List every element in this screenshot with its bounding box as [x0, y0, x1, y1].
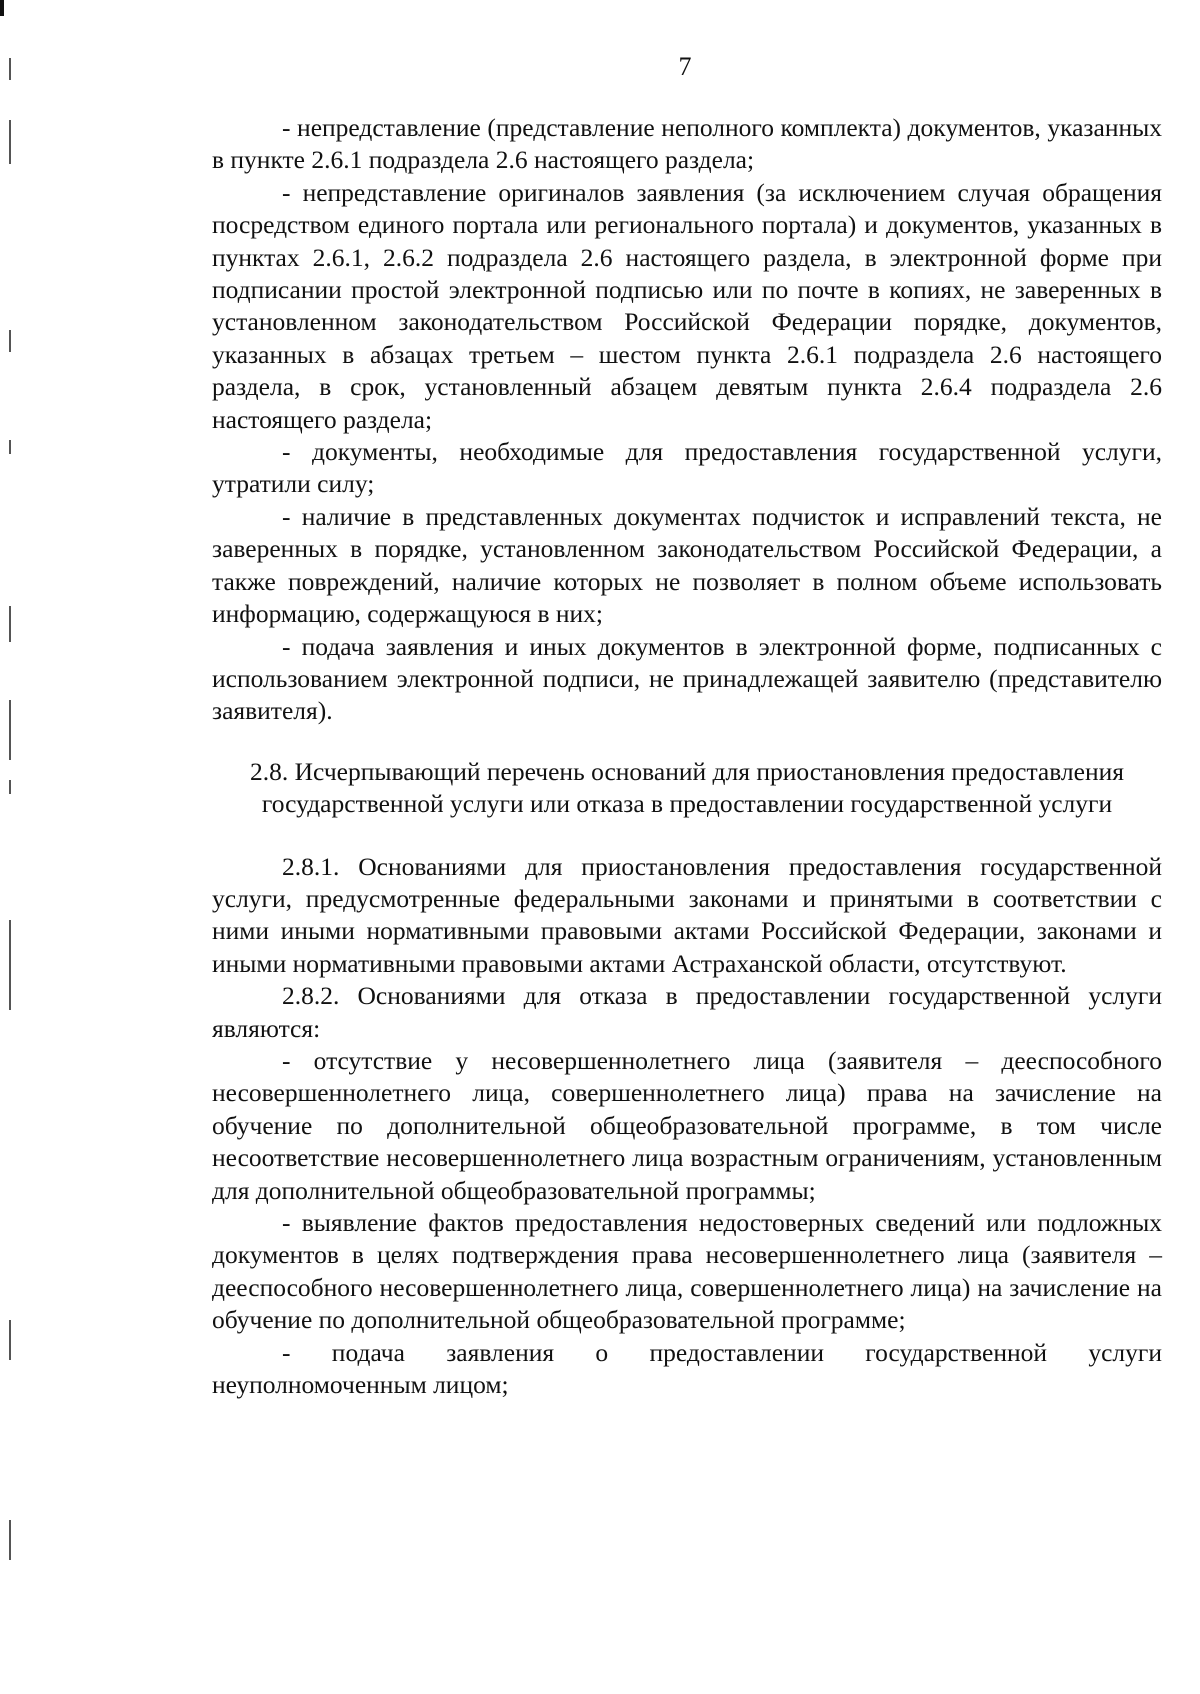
- scan-edge-line: [9, 606, 11, 642]
- paragraph: - подача заявления и иных документов в электронной форме, подписанных с использованием электронной подписи, не принадлежащей заявителю (представителю заявителя).: [212, 631, 1162, 726]
- scan-edge-line: [9, 1520, 11, 1560]
- document-body: [212, 112, 1162, 1401]
- scan-edge-line: [9, 440, 11, 454]
- paragraph: 2.8.1. Основаниями для приостановления предоставления государственной услуги, предусмотренные федеральными законами и принятыми в соответствии с ними иными нормативными правовыми актами Российской Федерации, законами и иными нормативными правовыми актами Астраханской области, отсутствуют.: [212, 851, 1162, 978]
- paragraph: - документы, необходимые для предоставления государственной услуги, утратили силу;: [212, 437, 1162, 499]
- scan-edge-line: [9, 1320, 11, 1360]
- scan-edge-line: [9, 780, 11, 794]
- scan-edge-line: [9, 120, 11, 164]
- paragraph: - выявление фактов предоставления недостоверных сведений или подложных документов в целях подтверждения права несовершеннолетнего лица (заявителя – дееспособного несовершеннолетнего лица, совершеннолетнего лица) на зачисление на обучение по дополнительной общеобразовательной программе;: [212, 1208, 1162, 1335]
- section-heading: 2.8. Исчерпывающий перечень оснований для приостановления предоставления государственной услуги или отказа в предоставлении государственной услуги: [250, 756, 1124, 819]
- scan-edge-line: [9, 700, 11, 760]
- paragraph: - непредставление оригиналов заявления (за исключением случая обращения посредством единого портала или регионального портала) и документов, указанных в пунктах 2.6.1, 2.6.2 подраздела 2.6 настоящего раздела, в электронной форме при подписании простой электронной подписью или по почте в копиях, не заверенных в установленном законодательством Российской Федерации порядке, документов, указанных в абзацах третьем – шестом пункта 2.6.1 подраздела 2.6 настоящего раздела, в срок, установленный абзацем девятым пункта 2.6.4 подраздела 2.6 настоящего раздела;: [212, 177, 1162, 434]
- paragraph: - непредставление (представление неполного комплекта) документов, указанных в пункте 2.6.1 подраздела 2.6 настоящего раздела;: [212, 113, 1162, 175]
- paragraph: 2.8.2. Основаниями для отказа в предоставлении государственной услуги являются:: [212, 981, 1162, 1043]
- paragraph: - отсутствие у несовершеннолетнего лица (заявителя – дееспособного несовершеннолетнего лица, совершеннолетнего лица) права на зачисление на обучение по дополнительной общеобразовательной программе, в том числе несоответствие несовершеннолетнего лица возрастным ограничениям, установленным для дополнительной общеобразовательной программы;: [212, 1045, 1162, 1205]
- scan-edge-line: [9, 330, 11, 352]
- scan-edge-mark: [0, 0, 4, 16]
- paragraph: - подача заявления о предоставлении государственной услуги неуполномоченным лицом;: [212, 1337, 1162, 1400]
- scan-edge-line: [9, 920, 11, 1010]
- paragraph: - наличие в представленных документах подчисток и исправлений текста, не заверенных в порядке, установленном законодательством Российской Федерации, а также повреждений, наличие которых не позволяет в полном объеме использовать информацию, содержащуюся в них;: [212, 501, 1162, 629]
- page-number: 7: [678, 52, 692, 81]
